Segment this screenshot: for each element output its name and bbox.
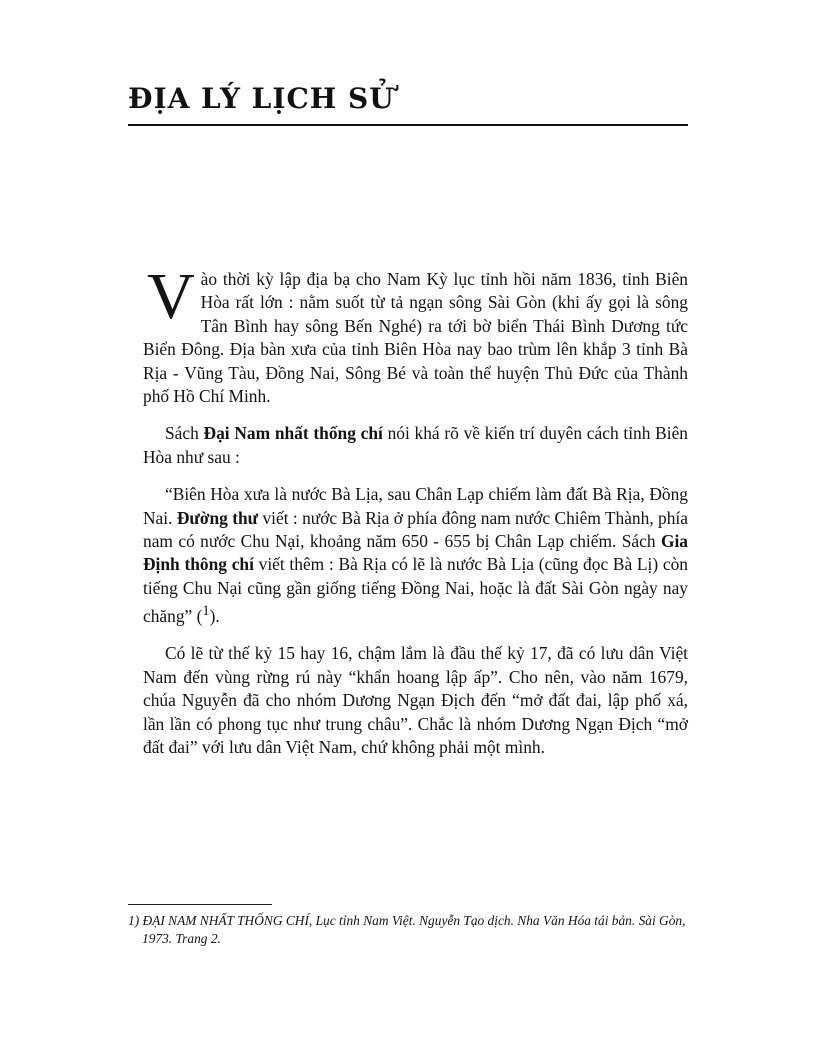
footnote-area (128, 904, 690, 948)
book-title-duong-thu: Đường thư (176, 507, 259, 528)
paragraph-4 (143, 642, 688, 759)
book-title-gia-dinh: Gia Định thông chí (143, 531, 688, 575)
page-header (128, 82, 688, 126)
paragraph-3 (143, 483, 688, 628)
paragraph-4-text: Có lẽ từ thế kỷ 15 hay 16, chậm lắm là đầu thế kỷ 17, đã có lưu dân Việt Nam đến vùng rừng rú này “khẩn hoang lập ấp”. Cho nên, vào năm 1679, chúa Nguyễn đã cho nhóm Dương Ngạn Địch đến “mở đất đai, lập phố xá, lần lần có phong tục như trung châu”. Chắc là nhóm Dương Ngạn Địch “mở đất đai” với lưu dân Việt Nam, chứ không phải một mình. (143, 643, 688, 758)
footnote-ref[interactable]: 1 (202, 603, 210, 620)
paragraph-1 (143, 260, 688, 408)
page-title: ĐỊA LÝ LỊCH SỬ (128, 82, 395, 115)
body-text (143, 260, 689, 774)
paragraph-3-part-b: viết : nước Bà Rịa ở phía đông nam nước Chiêm Thành, phía nam có nước Chu Nại, khoảng năm 650 - 655 bị Chân Lạp chiếm. Sách (143, 507, 688, 552)
book-title-dai-nam: Đại Nam nhất thống chí (203, 423, 383, 444)
paragraph-2-lead: Sách (165, 423, 204, 444)
paragraph-1-text: ào thời kỳ lập địa bạ cho Nam Kỳ lục tỉnh hồi năm 1836, tỉnh Biên Hòa rất lớn : nằm suốt từ tả ngạn sông Sài Gòn (khi ấy gọi là sông Tân Bình hay sông Bến Nghé) ra tới bờ biển Thái Bình Dương tức Biển Đông. Địa bàn xưa của tỉnh Biên Hòa nay bao trùm lên khắp 3 tỉnh Bà Rịa - Vũng Tàu, Đồng Nai, Sông Bé và toàn thể huyện Thủ Đức của Thành phố Hồ Chí Minh. (143, 269, 688, 407)
footnote-rule (128, 904, 272, 905)
footnote: 1) ĐẠI NAM NHẤT THỐNG CHÍ, Lục tỉnh Nam Việt. Nguyễn Tạo dịch. Nha Văn Hóa tái bản. Sài Gòn, 1973. Trang 2. (128, 913, 686, 946)
drop-cap: V (147, 260, 195, 333)
paragraph-3-part-c: viết thêm : Bà Rịa có lẽ là nước Bà Lịa (cũng đọc Bà Lị) còn tiếng Chu Nại cũng gần giống tiếng Đồng Nai, hoặc là đất Sài Gòn ngày nay chăng” ( (143, 554, 688, 627)
title-rule (128, 124, 688, 126)
paragraph-3-end: ). (209, 606, 220, 627)
paragraph-2 (143, 422, 688, 469)
paragraph-2-rest: nói khá rõ về kiến trí duyên cách tỉnh Biên Hòa như sau : (143, 423, 689, 467)
paragraph-3-part-a: “Biên Hòa xưa là nước Bà Lịa, sau Chân Lạp chiếm làm đất Bà Rịa, Đồng Nai. (143, 484, 688, 528)
